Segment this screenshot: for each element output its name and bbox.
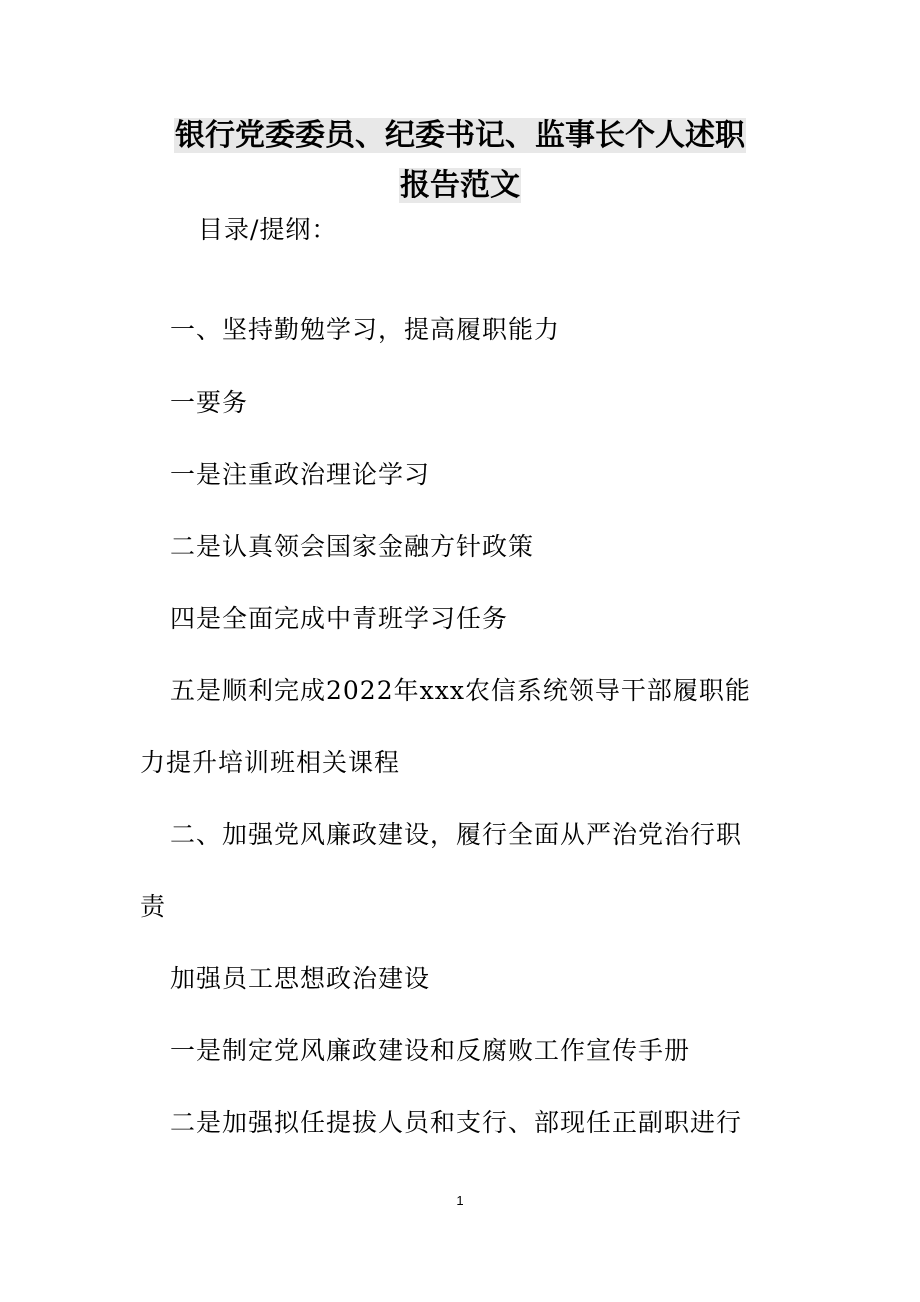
paragraph: 二是加强拟任提拔人员和支行、部现任正副职进行 (170, 1108, 743, 1137)
paragraph: 加强员工思想政治建设 (170, 964, 431, 993)
paragraph-continuation: 责 (140, 892, 167, 921)
toc-heading: 目录/提纲： (198, 215, 338, 244)
section-heading-2: 二、加强党风廉政建设，履行全面从严治党治行职 (170, 820, 743, 849)
paragraph-continuation: 力提升培训班相关课程 (140, 748, 401, 777)
paragraph: 一要务 (170, 388, 249, 417)
paragraph: 二是认真领会国家金融方针政策 (170, 532, 535, 561)
paragraph: 五是顺利完成2022年xxx农信系统领导干部履职能 (170, 676, 751, 705)
document-title-line-2: 报告范文 (400, 168, 520, 203)
section-heading-1: 一、坚持勤勉学习，提高履职能力 (170, 315, 561, 344)
paragraph: 一是注重政治理论学习 (170, 460, 431, 489)
paragraph: 四是全面完成中青班学习任务 (170, 604, 509, 633)
page-number: 1 (456, 1193, 464, 1208)
document-title-line-1: 银行党委委员、纪委书记、监事长个人述职 (175, 118, 745, 153)
paragraph: 一是制定党风廉政建设和反腐败工作宣传手册 (170, 1036, 691, 1065)
